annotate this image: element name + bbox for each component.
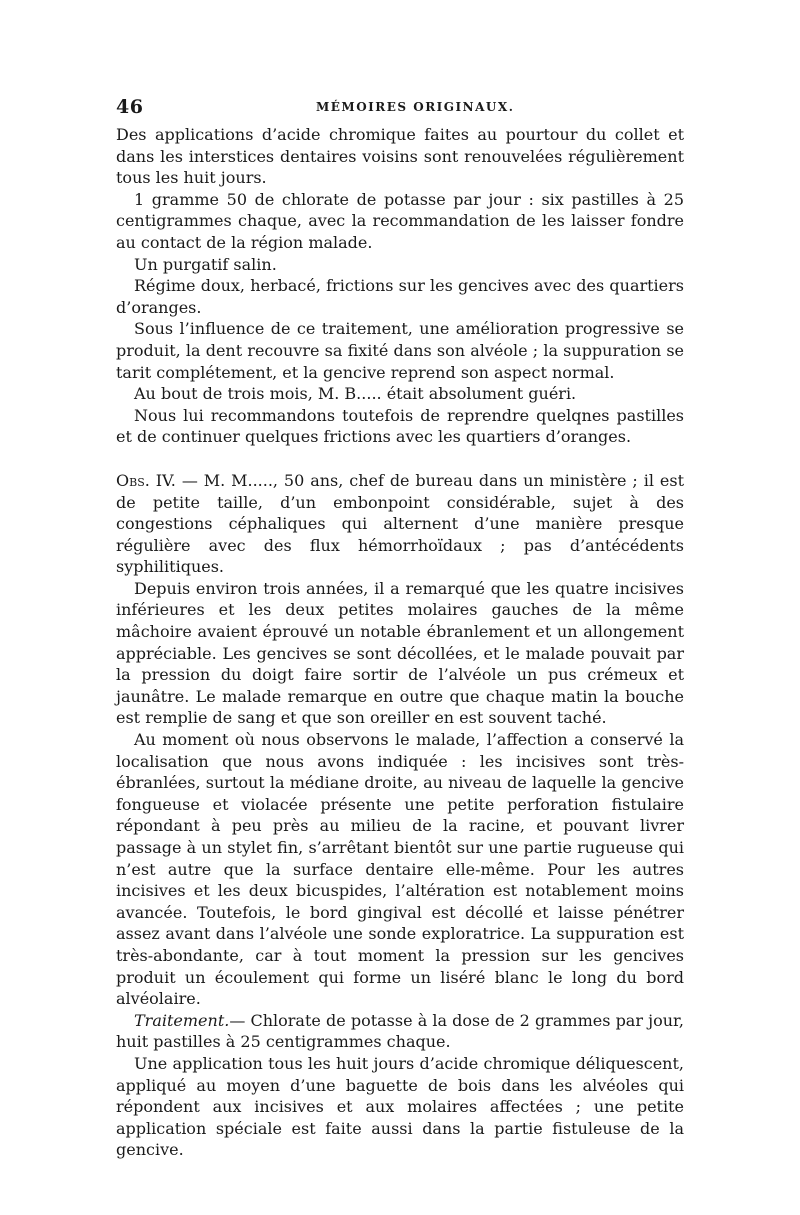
- paragraph-amelioration: Sous l’influence de ce traitement, une amélioration progressive se produit, la dent recouvre sa fixité dans son alvéole ; la suppuration se tarit complétement, et la gencive reprend son aspect normal.: [116, 319, 684, 382]
- observation-text: — M. M....., 50 ans, chef de bureau dans un ministère ; il est de petite taille, d’un embonpoint considérable, sujet à des congestions céphaliques qui alternent d’une manière presque régulière avec des flux hémorrhoïdaux ; pas d’antécédents syphilitiques.: [116, 470, 684, 577]
- section-gap: [116, 448, 684, 470]
- running-head: [116, 96, 684, 122]
- paragraph-regime: Régime doux, herbacé, frictions sur les gencives avec des quartiers d’oranges.: [116, 276, 684, 317]
- paragraph-applications: Des applications d’acide chromique faites au pourtour du collet et dans les interstices dentaires voisins sont renouvelées régulièrement tous les huit jours.: [116, 125, 684, 188]
- observation-paragraph: [116, 470, 684, 578]
- paragraph-purgatif: Un purgatif salin.: [134, 254, 277, 274]
- running-title: MÉMOIRES ORIGINAUX.: [316, 100, 515, 114]
- paragraph-chlorate-dose: 1 gramme 50 de chlorate de potasse par jour : six pastilles à 25 centigrammes chaque, avec la recommandation de les laisser fondre au contact de la région malade.: [116, 189, 684, 252]
- document-page: [116, 96, 684, 1161]
- paragraph-guerison: Au bout de trois mois, M. B..... était absolument guéri.: [134, 384, 577, 404]
- paragraph-examen: Au moment où nous observons le malade, l’affection a conservé la localisation que nous avons indiquée : les incisives sont très-ébranlées, surtout la médiane droite, au niveau de laquelle la gencive fongueuse et violacée présente une petite perforation fistulaire répondant à peu près au milieu de la racine, et pouvant livrer passage à un stylet fin, s’arrêtant bientôt sur une partie rugueuse qui n’est autre que la surface dentaire elle-même. Pour les autres incisives et les deux bicuspides, l’altération est notablement moins avancée. Toutefois, le bord gingival est décollé et laisse pénétrer assez avant dans l’alvéole une sonde exploratrice. La suppuration est très-abondante, car à tout moment la pression sur les gencives produit un écoulement qui forme un liséré blanc le long du bord alvéolaire.: [116, 730, 684, 1009]
- treatment-text: — Chlorate de potasse à la dose de 2 grammes par jour, huit pastilles à 25 centigrammes chaque.: [116, 1010, 684, 1052]
- paragraph-recommandation: Nous lui recommandons toutefois de reprendre quelqnes pastilles et de continuer quelques frictions avec les quartiers d’oranges.: [116, 405, 684, 447]
- treatment-label: Traitement.: [134, 1010, 230, 1030]
- page-number: 46: [116, 96, 144, 118]
- paragraph-historique: Depuis environ trois années, il a remarqué que les quatre incisives inférieures et les deux petites molaires gauches de la même mâchoire avaient éprouvé un notable ébranlement et un allongement appréciable. Les gencives se sont décollées, et le malade pouvait par la pression du doigt faire sortir de l’alvéole un pus crémeux et jaunâtre. Le malade remarque en outre que chaque matin la bouche est remplie de sang et que son oreiller en est souvent taché.: [116, 578, 684, 728]
- treatment-paragraph: [116, 1010, 684, 1053]
- observation-label: Obs. IV.: [116, 470, 176, 490]
- paragraph-application-chromique: Une application tous les huit jours d’acide chromique déliquescent, appliqué au moyen d’une baguette de bois dans les alvéoles qui répondent aux incisives et aux molaires affectées ; une petite application spéciale est faite aussi dans la partie fistuleuse de la gencive.: [116, 1053, 684, 1160]
